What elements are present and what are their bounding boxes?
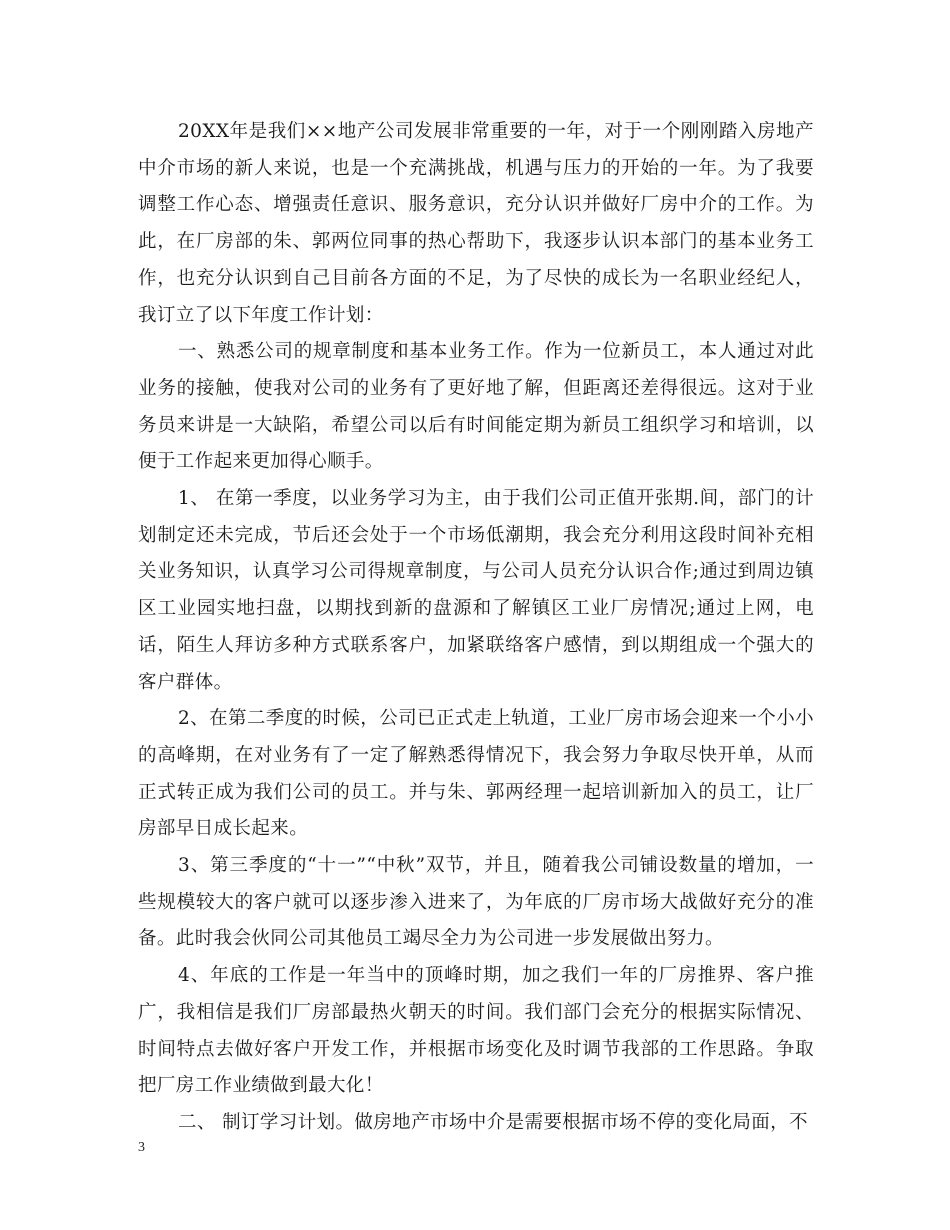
q2-plan-paragraph: 2、在第二季度的时候，公司已正式走上轨道，工业厂房市场会迎来一个小小的高峰期，在对业务有了一定了解熟悉得情况下，我会努力争取尽快开单，从而正式转正成为我们公司的员工。并与朱、郭两经理一起培训新加入的员工，让厂房部早日成长起来。 [138, 708, 814, 840]
page-number: 3 [138, 1140, 145, 1155]
document-body [138, 114, 814, 1142]
section-one-paragraph: 一、熟悉公司的规章制度和基本业务工作。作为一位新员工，本人通过对此业务的接触，使我对公司的业务有了更好地了解，但距离还差得很远。这对于业务员来讲是一大缺陷，希望公司以后有时间能定期为新员工组织学习和培训，以便于工作起来更加得心顺手。 [138, 341, 814, 473]
q4-plan-paragraph: 4、年底的工作是一年当中的顶峰时期，加之我们一年的厂房推界、客户推广，我相信是我们厂房部最热火朝天的时间。我们部门会充分的根据实际情况、时间特点去做好客户开发工作，并根据市场变化及时调节我部的工作思路。争取把厂房工作业绩做到最大化！ [138, 965, 814, 1097]
q3-plan-paragraph: 3、第三季度的“十一”“中秋”双节，并且，随着我公司铺设数量的增加，一些规模较大的客户就可以逐步渗入进来了，为年底的厂房市场大战做好充分的准备。此时我会伙同公司其他员工竭尽全力为公司进一步发展做出努力。 [138, 855, 814, 950]
intro-paragraph: 20XX年是我们××地产公司发展非常重要的一年，对于一个刚刚踏入房地产中介市场的新人来说，也是一个充满挑战，机遇与压力的开始的一年。为了我要调整工作心态、增强责任意识、服务意识，充分认识并做好厂房中介的工作。为此，在厂房部的朱、郭两位同事的热心帮助下，我逐步认识本部门的基本业务工作，也充分认识到自己目前各方面的不足，为了尽快的成长为一名职业经纪人，我订立了以下年度工作计划： [138, 121, 814, 326]
section-two-paragraph: 二、 制订学习计划。做房地产市场中介是需要根据市场不停的变化局面，不 [178, 1111, 808, 1133]
q1-plan-paragraph: 1、 在第一季度，以业务学习为主，由于我们公司正值开张期.间，部门的计划制定还未完成，节后还会处于一个市场低潮期，我会充分利用这段时间补充相关业务知识，认真学习公司得规章制度，与公司人员充分认识合作;通过到周边镇区工业园实地扫盘，以期找到新的盘源和了解镇区工业厂房情况;通过上网，电话，陌生人拜访多种方式联系客户，加紧联络客户感情，到以期组成一个强大的客户群体。 [138, 488, 814, 693]
